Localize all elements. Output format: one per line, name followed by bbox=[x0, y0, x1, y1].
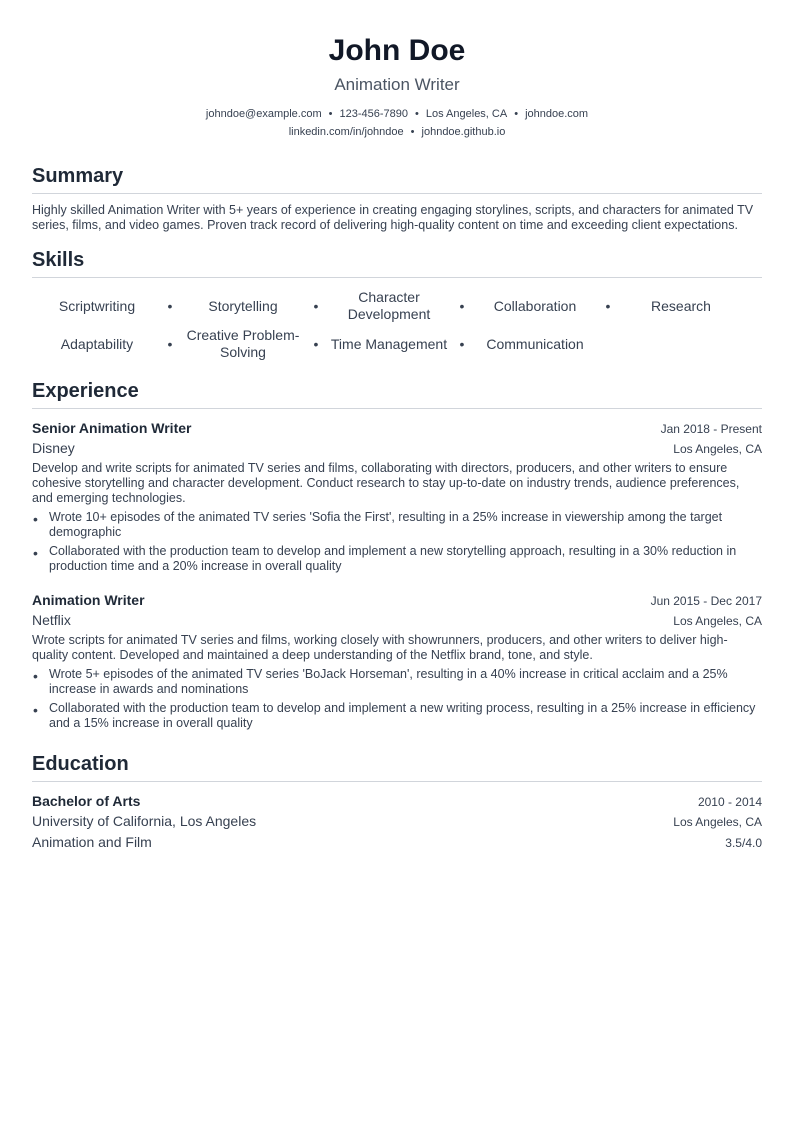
skill-item: Creative Problem-Solving bbox=[186, 327, 300, 360]
skills-section bbox=[32, 247, 762, 363]
skill-separator: • bbox=[167, 298, 173, 314]
education-gpa: 3.5/4.0 bbox=[725, 836, 762, 850]
job-location: Los Angeles, CA bbox=[673, 442, 762, 456]
skills-title: Skills bbox=[32, 249, 85, 271]
job-bullets bbox=[32, 510, 762, 574]
summary-title: Summary bbox=[32, 165, 124, 187]
contact-email[interactable]: johndoe@example.com bbox=[205, 108, 322, 120]
section-divider bbox=[32, 781, 762, 782]
skill-separator: • bbox=[313, 336, 319, 352]
job-bullet bbox=[32, 667, 762, 697]
contact-github[interactable]: johndoe.github.io bbox=[421, 126, 506, 138]
skill-item: Adaptability bbox=[60, 335, 134, 352]
bullet-icon: • bbox=[33, 545, 38, 561]
education-degree: Bachelor of Arts bbox=[32, 793, 141, 809]
skill-item: Time Management bbox=[330, 335, 448, 352]
education-section bbox=[32, 751, 762, 853]
contact-location: Los Angeles, CA bbox=[425, 108, 508, 120]
job-entry bbox=[32, 590, 762, 731]
bullet-text: Collaborated with the production team to develop and implement a new writing process, resulting in a 25% increase in efficiency and a 15% increase in overall quality bbox=[49, 701, 756, 730]
skill-separator: • bbox=[459, 336, 465, 352]
contact-separator: • bbox=[415, 108, 419, 120]
job-dates: Jan 2018 - Present bbox=[660, 422, 762, 436]
job-bullet bbox=[32, 701, 762, 731]
summary-text: Highly skilled Animation Writer with 5+ years of experience in creating engaging storylines, scripts, and characters for animated TV series, films, and video games. Proven track record of delivering high-quality content on time and exceeding client expectations. bbox=[32, 203, 754, 232]
summary-section bbox=[32, 163, 762, 233]
contact-phone[interactable]: 123-456-7890 bbox=[339, 108, 409, 120]
skill-item: Collaboration bbox=[493, 297, 577, 314]
skills-grid bbox=[32, 287, 762, 363]
job-location: Los Angeles, CA bbox=[673, 614, 762, 628]
contact-separator: • bbox=[410, 126, 415, 138]
skills-row bbox=[32, 325, 762, 363]
skill-separator: • bbox=[459, 298, 465, 314]
job-company: Netflix bbox=[32, 612, 71, 628]
experience-title: Experience bbox=[32, 380, 139, 402]
bullet-text: Collaborated with the production team to develop and implement a new storytelling approach, resulting in a 30% reduction in production time and a 20% increase in overall quality bbox=[49, 544, 737, 573]
job-title: Animation Writer bbox=[32, 592, 145, 608]
education-dates: 2010 - 2014 bbox=[697, 795, 762, 809]
job-title: Senior Animation Writer bbox=[32, 420, 192, 436]
resume-header bbox=[32, 32, 762, 141]
education-entry bbox=[32, 791, 762, 853]
job-description: Develop and write scripts for animated TV series and films, collaborating with directors, producers, and other writers to ensure cohesive storytelling and character development. Conduct research to stay up-to-date on industry trends, audience preferences, and emerging technologies. bbox=[32, 461, 740, 505]
section-divider bbox=[32, 277, 762, 278]
skill-item: Research bbox=[651, 297, 711, 314]
education-school: University of California, Los Angeles bbox=[32, 813, 257, 829]
education-field: Animation and Film bbox=[32, 834, 152, 850]
bullet-icon: • bbox=[33, 702, 38, 718]
bullet-text: Wrote 10+ episodes of the animated TV series 'Sofia the First', resulting in a 25% increase in viewership among the target demographic bbox=[49, 510, 723, 539]
contact-linkedin[interactable]: linkedin.com/in/johndoe bbox=[288, 126, 404, 138]
section-divider bbox=[32, 193, 762, 194]
contact-separator: • bbox=[514, 108, 519, 120]
job-description: Wrote scripts for animated TV series and films, working closely with showrunners, producers, and other writers to deliver high-quality content. Developed and maintained a deep understanding of the Netflix brand, tone, and style. bbox=[32, 633, 728, 662]
education-location: Los Angeles, CA bbox=[673, 815, 762, 829]
skill-item: Storytelling bbox=[208, 297, 278, 314]
job-company: Disney bbox=[32, 440, 75, 456]
candidate-name: John Doe bbox=[328, 34, 466, 67]
job-bullet bbox=[32, 544, 762, 574]
skill-item: Communication bbox=[486, 335, 584, 352]
skill-separator: • bbox=[167, 336, 173, 352]
candidate-role: Animation Writer bbox=[334, 75, 460, 94]
job-bullets bbox=[32, 667, 762, 731]
contact-line-2 bbox=[32, 123, 762, 141]
skills-row bbox=[32, 287, 762, 325]
bullet-icon: • bbox=[33, 511, 38, 527]
skill-item: Character Development bbox=[347, 289, 431, 322]
job-entry bbox=[32, 418, 762, 574]
job-dates: Jun 2015 - Dec 2017 bbox=[650, 594, 762, 608]
section-divider bbox=[32, 408, 762, 409]
contact-line-1 bbox=[32, 105, 762, 123]
experience-section bbox=[32, 378, 762, 731]
skill-separator: • bbox=[313, 298, 319, 314]
contact-website[interactable]: johndoe.com bbox=[525, 108, 589, 120]
job-bullet bbox=[32, 510, 762, 540]
contact-separator: • bbox=[328, 108, 333, 120]
bullet-icon: • bbox=[33, 668, 38, 684]
bullet-text: Wrote 5+ episodes of the animated TV series 'BoJack Horseman', resulting in a 40% increase in critical acclaim and a 25% increase in awards and nominations bbox=[49, 667, 728, 696]
education-title: Education bbox=[32, 753, 129, 775]
skill-separator: • bbox=[605, 298, 611, 314]
skill-item: Scriptwriting bbox=[58, 297, 136, 314]
